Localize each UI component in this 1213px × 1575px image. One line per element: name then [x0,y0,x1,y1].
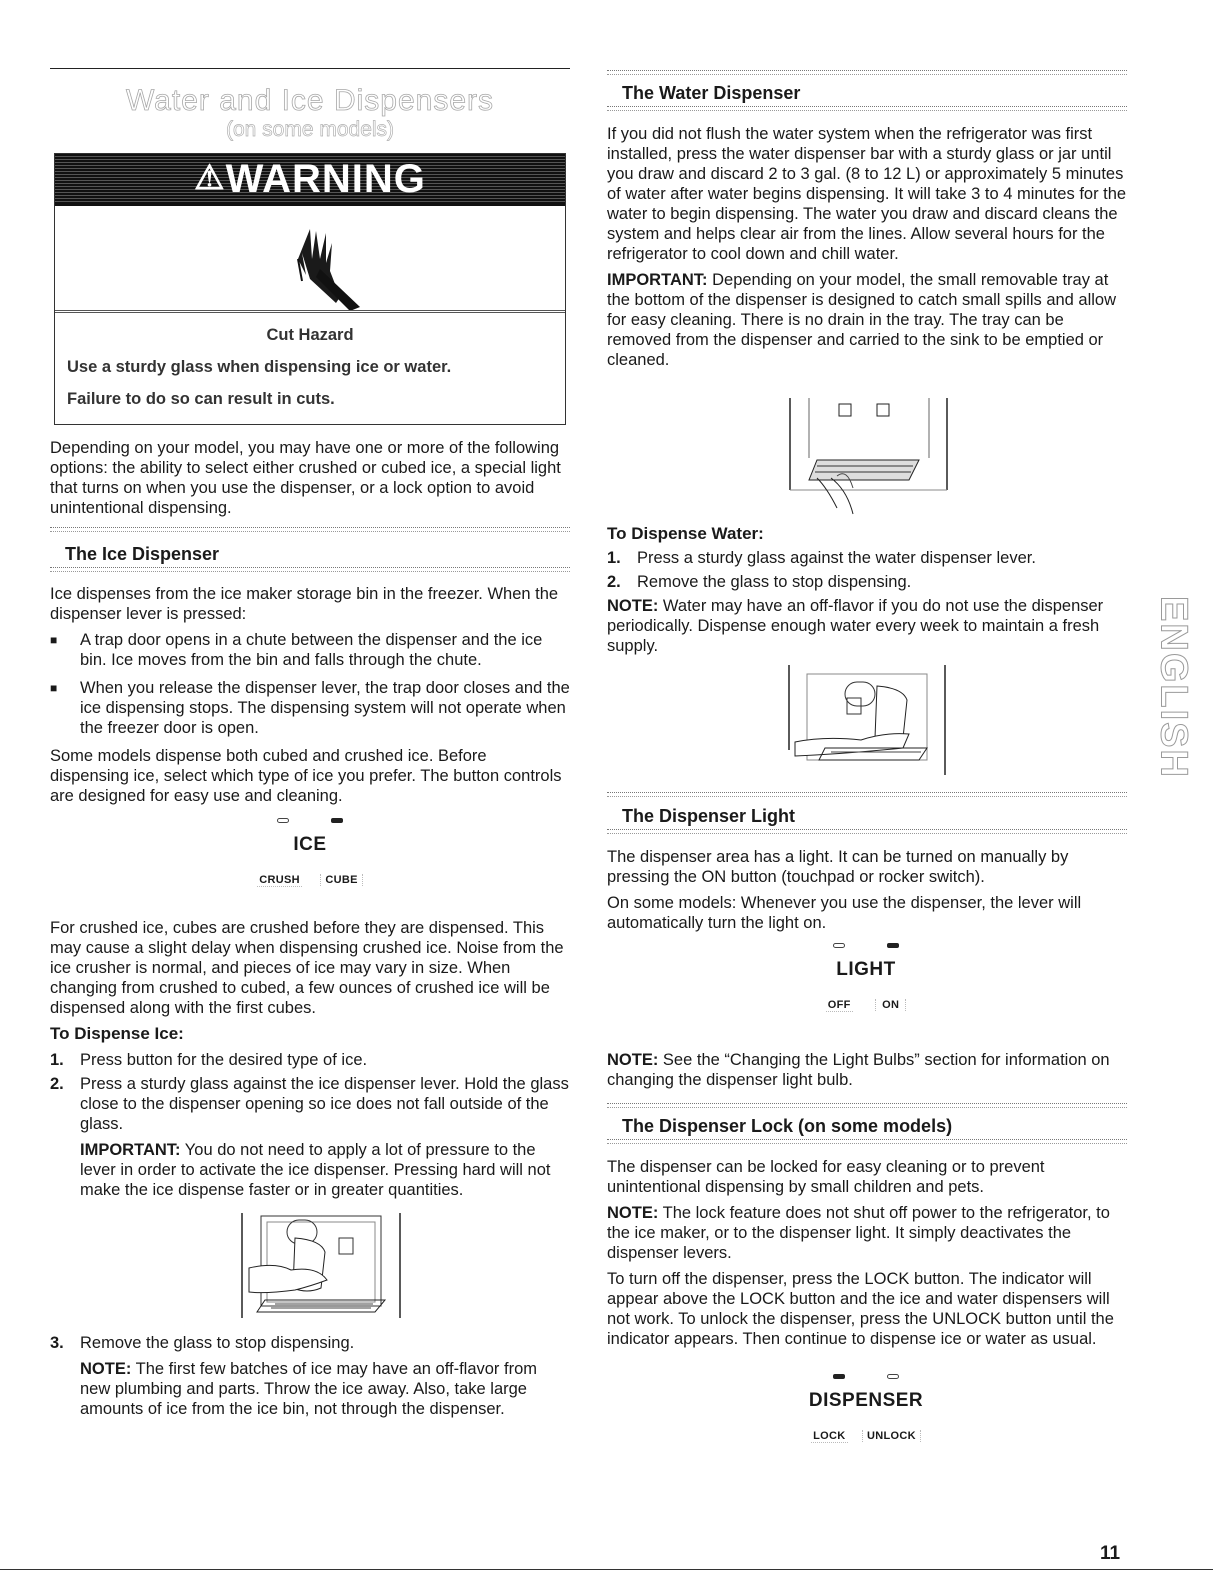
warning-line-2: Failure to do so can result in cuts. [67,390,335,408]
list-item [607,572,1127,592]
ice-control-label: ICE [293,834,327,855]
light-heading-rule-bottom [607,829,1127,834]
lock-paragraph-2: To turn off the dispenser, press the LOCK button. The indicator will appear above the LOCK button and the ice and water dispensers will not work. To unlock the dispenser, press the UNLOCK button until the indicator appears. Then continue to dispense ice or water as usual. [607,1270,1114,1348]
list-item [50,630,570,670]
ice-section-body-2 [50,918,570,1204]
lock-feature-note: NOTE: The lock feature does not shut off power to the refrigerator, to the ice maker, or to the dispenser light. It simply deactivates the dispenser levers. [607,1204,1110,1262]
hand-cut-hazard-icon [55,209,567,319]
left-column-intro [50,438,570,524]
water-section-body-2 [607,524,1127,662]
water-heading-rule-bottom [607,106,1127,111]
list-item [50,1333,570,1419]
step-text: Press a sturdy glass against the ice dispenser lever. Hold the glass close to the dispenser opening so ice does not fall outside of the glass. [80,1075,569,1133]
language-side-tab [1148,572,1198,790]
warning-triangle-icon: ⚠ [194,159,226,197]
light-section-note [607,1050,1127,1096]
lock-heading-rule-bottom [607,1139,1127,1144]
crush-indicator-icon [277,818,289,823]
light-control-label: LIGHT [836,959,896,980]
lock-indicator-icon [833,1374,845,1379]
dispenser-control-panel [786,1368,946,1444]
ice-heading-rule-bottom [50,567,570,572]
water-dispenser-illustration [785,660,950,778]
step-number: 2. [50,1075,64,1093]
water-off-flavor-note: NOTE: Water may have an off-flavor if you do not use the dispenser periodically. Dispense enough water every week to maintain a fresh supply. [607,597,1104,655]
page-subtitle: (on some models) [225,118,395,141]
unlock-button[interactable]: UNLOCK [862,1430,921,1442]
bullet-text: A trap door opens in a chute between the dispenser and the ice bin. Ice moves from the bin and falls through the chute. [80,631,543,669]
page-number: 11 [1100,1543,1121,1564]
bullet-icon: ■ [50,633,58,647]
lock-paragraph-1: The dispenser can be locked for easy cleaning or to prevent unintentional dispensing by small children and pets. [607,1158,1045,1196]
lock-section-body [607,1157,1127,1355]
list-item [607,548,1127,568]
bullet-icon: ■ [50,681,58,695]
drip-tray-illustration [787,398,952,518]
ice-first-batch-note: NOTE: The first few batches of ice may have an off-flavor from new plumbing and parts. Throw the ice away. Also, take large amounts of ice from the ice bin, not through the dispenser. [80,1360,537,1418]
water-dispenser-heading: The Water Dispenser [622,83,801,103]
on-indicator-icon [887,943,899,948]
cube-indicator-icon [331,818,343,823]
unlock-indicator-icon [887,1374,899,1379]
page-title: Water and Ice Dispensers [125,84,495,117]
ice-important-note: IMPORTANT: You do not need to apply a lot of pressure to the lever in order to activate the ice dispenser. Pressing hard will not make the ice dispense faster or in greater quantities. [80,1141,551,1199]
water-important-note: IMPORTANT: Depending on your model, the small removable tray at the bottom of the dispenser is designed to catch small spills and allow for easy cleaning. There is no drain in the tray. The tray can be removed from the dispenser and carried to the sink to be emptied or cleaned. [607,271,1117,369]
list-item [50,1050,570,1070]
ice-control-panel [230,812,390,888]
dispense-ice-heading: To Dispense Ice: [50,1024,184,1043]
bullet-text: When you release the dispenser lever, the trap door closes and the ice dispensing stops. The dispensing system will not operate when the freezer door is open. [80,679,570,737]
light-paragraph-2: On some models: Whenever you use the dispenser, the lever will automatically turn the light on. [607,894,1082,932]
water-paragraph-1: If you did not flush the water system when the refrigerator was first installed, press the water dispenser bar with a sturdy glass or jar until you draw and discard 2 to 3 gal. (8 to 12 L) or approximately 5 minutes of water after water begins dispensing. It will take 3 to 4 minutes for the water to begin dispensing. The water you draw and discard cleans the system and helps clear air from the lines. Allow several hours for the refrigerator to cool down and chill water. [607,125,1127,263]
side-tab-label: ENGLISH [1152,596,1195,779]
light-off-button[interactable]: OFF [827,999,851,1011]
step-text: Press button for the desired type of ice. [80,1051,368,1069]
warning-box [54,153,566,425]
list-item [50,1074,570,1200]
water-section-body [607,124,1127,376]
off-indicator-icon [833,943,845,948]
step-number: 2. [607,573,621,591]
light-control-panel [786,937,946,1013]
warning-hazard-title: Cut Hazard [266,326,354,344]
step-text: Press a sturdy glass against the water dispenser lever. [637,549,1036,567]
top-rule-left [50,68,570,69]
light-paragraph-1: The dispenser area has a light. It can be turned on manually by pressing the ON button (touchpad or rocker switch). [607,848,1069,886]
ice-section-body [50,584,570,812]
warning-line-1: Use a sturdy glass when dispensing ice or water. [67,358,452,376]
light-heading-rule-top [607,792,1127,797]
step-number: 3. [50,1334,64,1352]
dispenser-lock-heading: The Dispenser Lock (on some models) [622,1116,953,1136]
lock-button[interactable]: LOCK [813,1430,846,1442]
dispenser-light-heading: The Dispenser Light [622,806,796,826]
step-number: 1. [607,549,621,567]
ice-dispenser-illustration [235,1208,405,1323]
light-section-body [607,847,1127,939]
ice-dispenser-heading: The Ice Dispenser [65,544,220,564]
step-number: 1. [50,1051,64,1069]
light-bulb-note: NOTE: See the “Changing the Light Bulbs” section for information on changing the dispenser light bulb. [607,1051,1110,1089]
step-text: Remove the glass to stop dispensing. [637,573,912,591]
ice-paragraph-1: Ice dispenses from the ice maker storage bin in the freezer. When the dispenser lever is pressed: [50,585,559,623]
warning-banner [55,154,565,206]
lock-heading-rule-top [607,1103,1127,1108]
step-text: Remove the glass to stop dispensing. [80,1334,355,1352]
bottom-rule [0,1569,1213,1570]
warning-banner-label: WARNING [225,157,426,201]
cube-button[interactable]: CUBE [320,874,362,886]
ice-heading-rule-top [50,527,570,532]
ice-paragraph-2: Some models dispense both cubed and crushed ice. Before dispensing ice, select which type of ice you prefer. The button controls are designed for easy use and cleaning. [50,747,562,805]
ice-section-body-3 [50,1333,570,1423]
crush-button[interactable]: CRUSH [259,874,300,886]
list-item [50,678,570,738]
dispense-water-heading: To Dispense Water: [607,524,764,543]
dispenser-control-label: DISPENSER [808,1390,924,1411]
ice-paragraph-3: For crushed ice, cubes are crushed before they are dispensed. This may cause a slight delay when dispensing crushed ice. Noise from the ice crusher is normal, and pieces of ice may vary in size. When changing from crushed to cubed, a few ounces of crushed ice will be dispensed along with the first cubes. [50,919,564,1017]
light-on-button[interactable]: ON [875,999,906,1011]
water-heading-rule-top [607,70,1127,75]
intro-paragraph: Depending on your model, you may have one or more of the following options: the ability to select either crushed or cubed ice, a special light that turns on when you use the dispenser, or a lock option to avoid unintentional dispensing. [50,439,561,517]
